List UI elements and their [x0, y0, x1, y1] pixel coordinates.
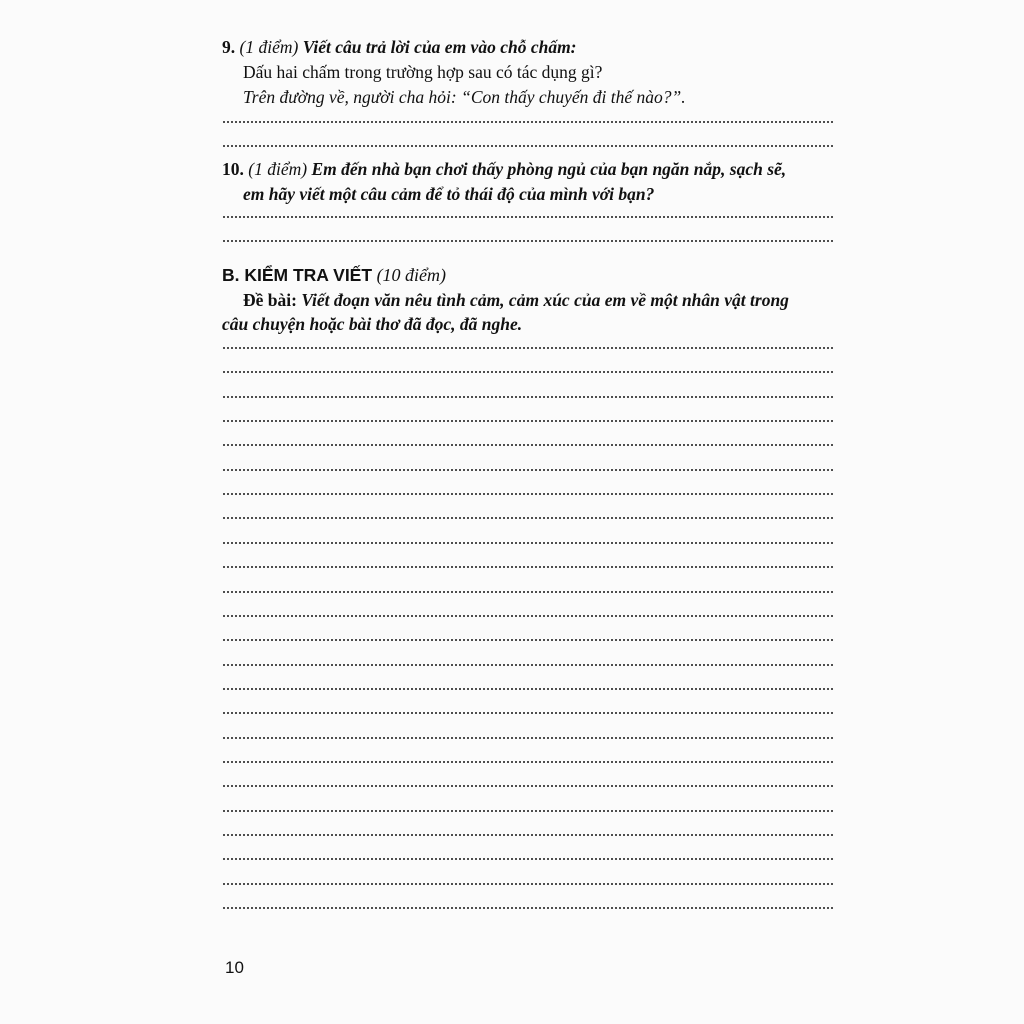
- question-9-header: [222, 36, 577, 58]
- writing-line[interactable]: [222, 688, 834, 690]
- question-10-number: 10.: [222, 159, 244, 179]
- writing-line[interactable]: [222, 615, 834, 617]
- section-b-points: (10 điểm): [376, 265, 447, 285]
- question-10-points: (1 điểm): [248, 159, 308, 179]
- writing-line[interactable]: [222, 371, 834, 373]
- section-b-prompt-label: Đề bài:: [243, 290, 297, 310]
- writing-line[interactable]: [222, 810, 834, 812]
- writing-line[interactable]: [222, 396, 834, 398]
- writing-line[interactable]: [222, 420, 834, 422]
- writing-line[interactable]: [222, 566, 834, 568]
- question-9-instruction: Viết câu trả lời của em vào chỗ chấm:: [302, 37, 577, 57]
- question-9-quote: Trên đường về, người cha hỏi: “Con thấy chuyến đi thế nào?”.: [243, 87, 686, 107]
- question-9-prompt: Dấu hai chấm trong trường hợp sau có tác dụng gì?: [243, 62, 603, 82]
- writing-line[interactable]: [222, 883, 834, 885]
- answer-line[interactable]: [222, 216, 834, 218]
- writing-line[interactable]: [222, 761, 834, 763]
- writing-line[interactable]: [222, 517, 834, 519]
- question-10-text-line2: em hãy viết một câu cảm để tỏ thái độ của mình với bạn?: [243, 184, 655, 204]
- question-9-points: (1 điểm): [239, 37, 299, 57]
- writing-line[interactable]: [222, 444, 834, 446]
- section-b-title: [222, 264, 446, 286]
- section-b-prompt-line1: Viết đoạn văn nêu tình cảm, cảm xúc của em về một nhân vật trong: [301, 290, 789, 310]
- section-b-heading: B. KIỂM TRA VIẾT: [222, 265, 373, 285]
- writing-line[interactable]: [222, 737, 834, 739]
- writing-line[interactable]: [222, 347, 834, 349]
- answer-line[interactable]: [222, 121, 834, 123]
- question-10-text-line1: Em đến nhà bạn chơi thấy phòng ngủ của bạn ngăn nắp, sạch sẽ,: [311, 159, 787, 179]
- answer-line[interactable]: [222, 145, 834, 147]
- writing-line[interactable]: [222, 469, 834, 471]
- writing-line[interactable]: [222, 542, 834, 544]
- writing-line[interactable]: [222, 785, 834, 787]
- writing-line[interactable]: [222, 493, 834, 495]
- question-10-header: [222, 158, 786, 180]
- writing-line[interactable]: [222, 858, 834, 860]
- answer-line[interactable]: [222, 240, 834, 242]
- writing-line[interactable]: [222, 834, 834, 836]
- page-number: 10: [225, 958, 244, 977]
- writing-line[interactable]: [222, 639, 834, 641]
- question-9-number: 9.: [222, 37, 236, 57]
- writing-line[interactable]: [222, 591, 834, 593]
- writing-line[interactable]: [222, 664, 834, 666]
- section-b-prompt: [243, 289, 789, 311]
- writing-line[interactable]: [222, 712, 834, 714]
- section-b-prompt-line2: câu chuyện hoặc bài thơ đã đọc, đã nghe.: [222, 314, 523, 334]
- writing-line[interactable]: [222, 907, 834, 909]
